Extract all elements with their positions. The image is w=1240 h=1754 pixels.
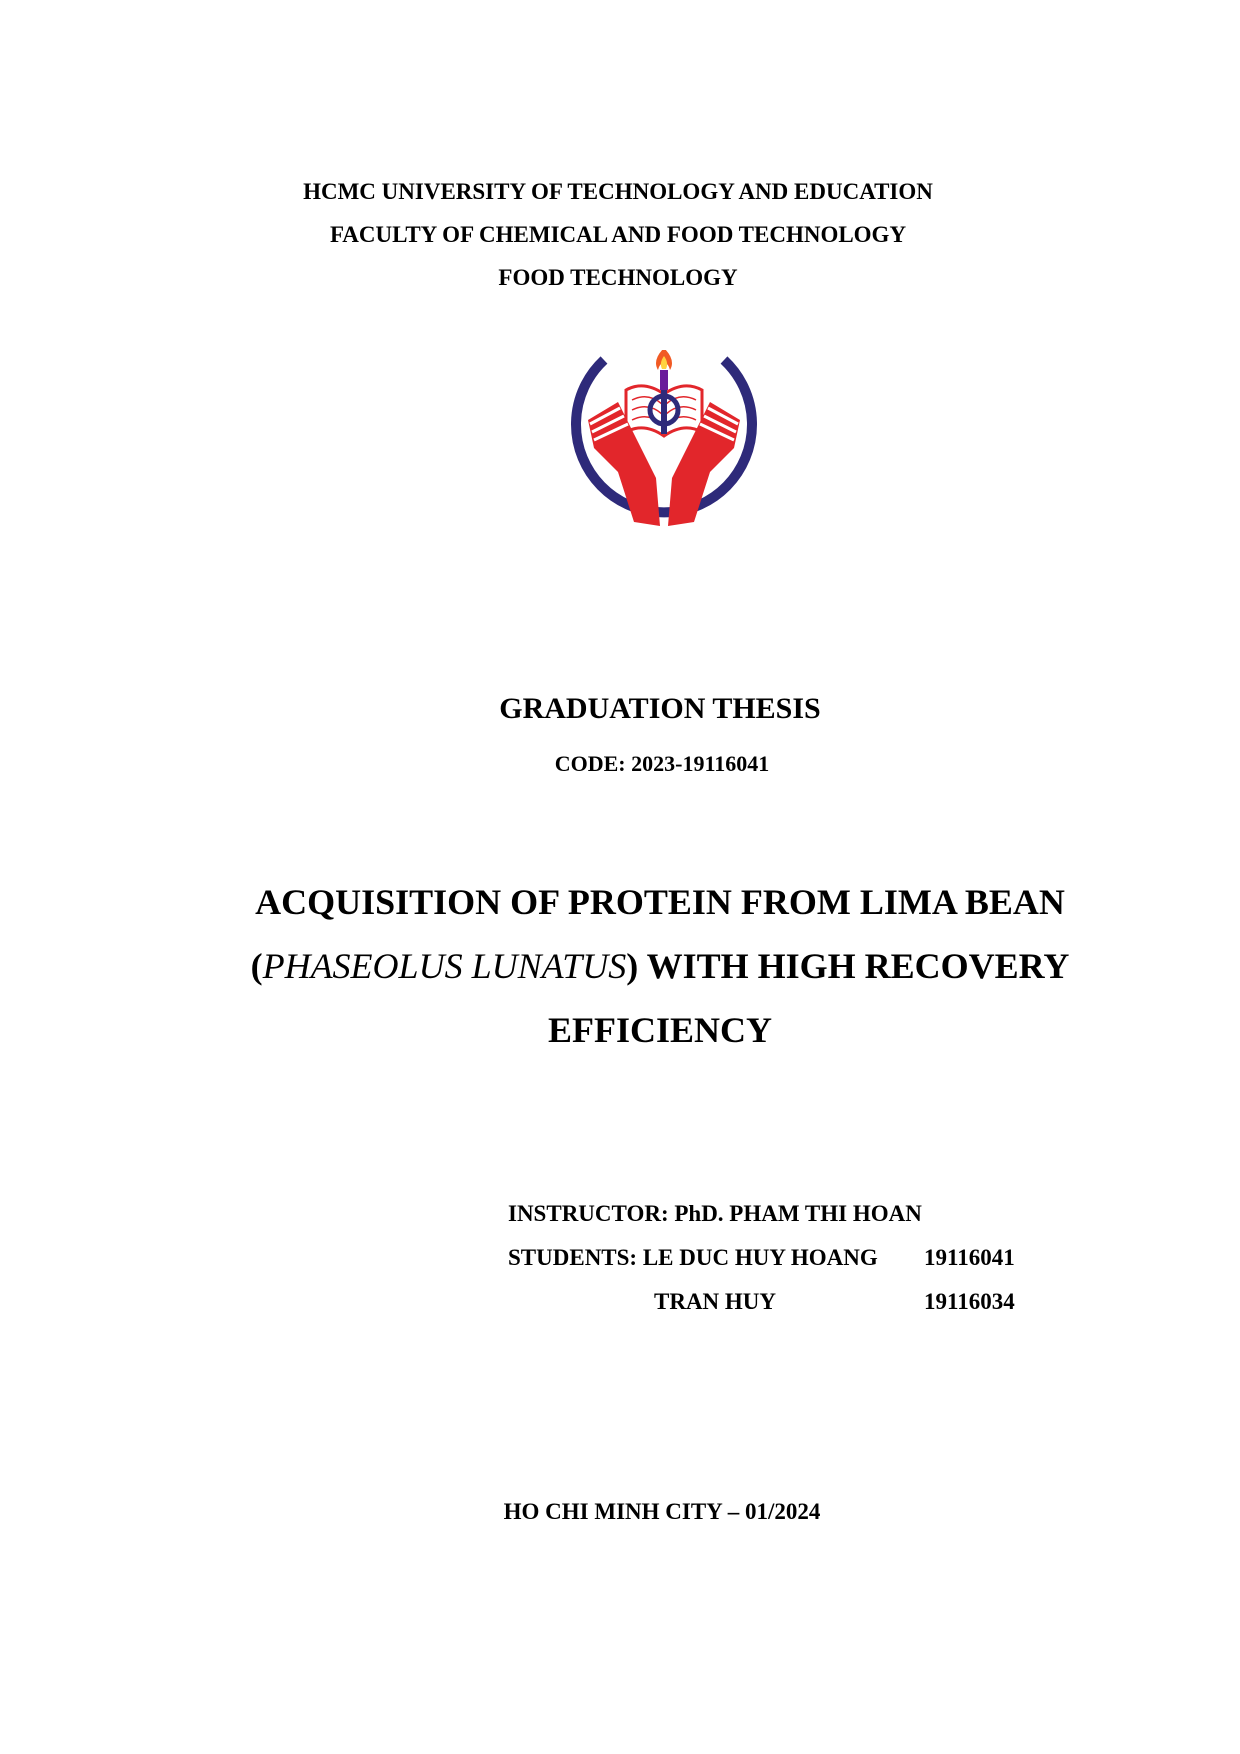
instructor-row: [508, 1192, 922, 1236]
thesis-code: [0, 751, 1240, 777]
people-block: [508, 1192, 1015, 1324]
thesis-kind-label: GRADUATION THESIS: [499, 692, 821, 725]
students-label: STUDENTS: LE DUC HUY HOANG: [508, 1245, 878, 1270]
title-line-1: ACQUISITION OF PROTEIN FROM LIMA BEAN: [255, 882, 1065, 922]
title-line-2-rest: ) WITH HIGH RECOVERY: [626, 946, 1070, 986]
student-2-name: TRAN HUY: [654, 1289, 777, 1314]
title-open-paren: (: [250, 946, 263, 986]
university-name: HCMC UNIVERSITY OF TECHNOLOGY AND EDUCATION: [303, 179, 933, 204]
title-line-3: EFFICIENCY: [547, 1010, 772, 1050]
student-row-2: [508, 1280, 1015, 1324]
student-2-id: 19116034: [924, 1289, 1015, 1314]
major-name: FOOD TECHNOLOGY: [498, 265, 738, 290]
student-1-id: 19116041: [924, 1245, 1015, 1270]
thesis-code-label: CODE: 2023-19116041: [554, 751, 770, 776]
student-row-1: [508, 1236, 1015, 1280]
instructor-label: INSTRUCTOR: PhD. PHAM THI HOAN: [508, 1201, 922, 1226]
university-emblem-icon: [568, 350, 760, 546]
institution-header: [0, 170, 1240, 299]
title-species: PHASEOLUS LUNATUS: [262, 946, 627, 986]
thesis-title: [160, 870, 1160, 1062]
place-date-label: HO CHI MINH CITY – 01/2024: [503, 1499, 821, 1524]
thesis-kind: [0, 692, 1240, 726]
place-date: [0, 1499, 1240, 1525]
faculty-name: FACULTY OF CHEMICAL AND FOOD TECHNOLOGY: [329, 222, 907, 247]
title-line-2: [160, 934, 1160, 998]
